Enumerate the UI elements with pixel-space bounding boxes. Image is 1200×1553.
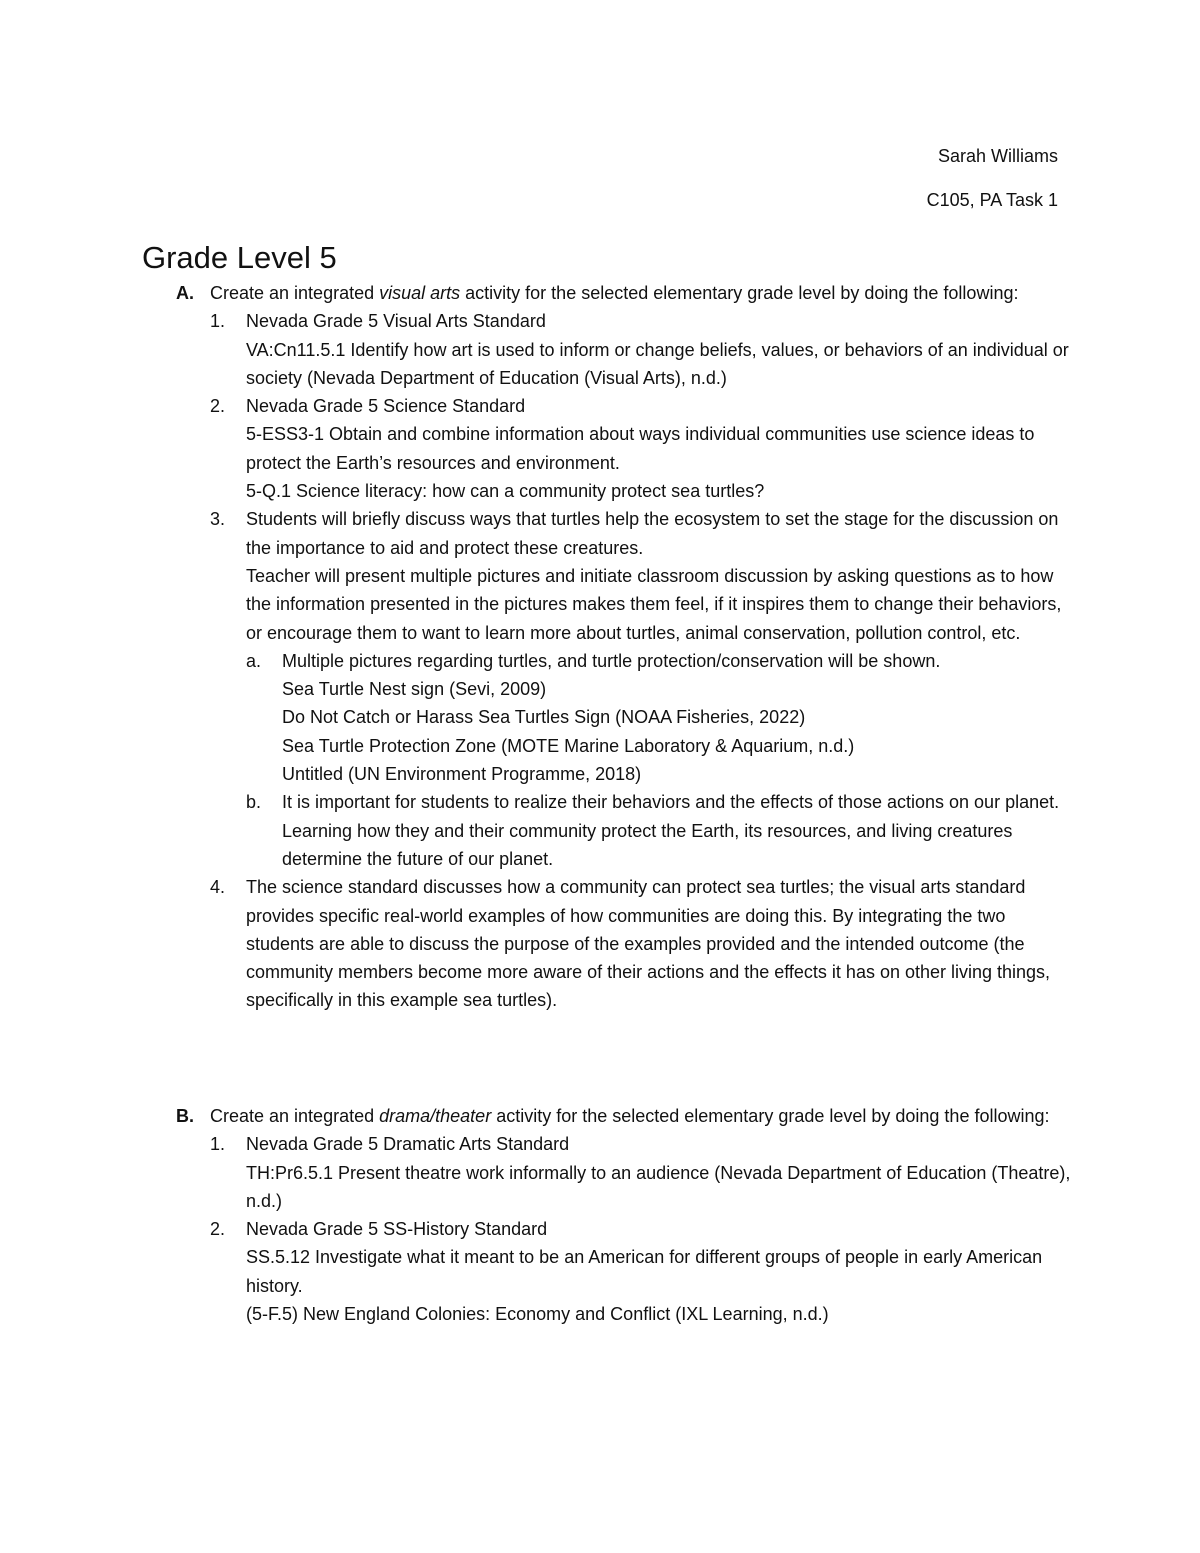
item-text: 5-ESS3-1 Obtain and combine information about ways individual communities use science ideas to protect the Earth’s resources and environment.	[246, 424, 1035, 473]
sub-item: b. It is important for students to realize their behaviors and the effects of those actions on our planet. Learning how they and their community protect the Earth, its resources, and living creatures determine the future of our planet.	[246, 788, 1072, 873]
item-text: Students will briefly discuss ways that turtles help the ecosystem to set the stage for the discussion on the importance to aid and protect these creatures.	[246, 509, 1059, 558]
picture-citation: Do Not Catch or Harass Sea Turtles Sign (NOAA Fisheries, 2022)	[282, 707, 806, 728]
list-item: 4. The science standard discusses how a community can protect sea turtles; the visual arts standard provides specific real-world examples of how communities are doing this. By integrating the two students are able to discuss the purpose of the examples provided and the intended outcome (the community members become more aware of their actions and the effects it has on other living things, specifically in this example sea turtles).	[210, 873, 1072, 1014]
item-text: 5-Q.1 Science literacy: how can a community protect sea turtles?	[246, 481, 765, 502]
item-heading: Nevada Grade 5 Dramatic Arts Standard	[246, 1134, 570, 1155]
sub-item-text: It is important for students to realize their behaviors and the effects of those actions on our planet. Learning how they and their community protect the Earth, its resources, and living creatures determine the future of our planet.	[282, 792, 1060, 869]
list-item: 2. Nevada Grade 5 Science Standard 5-ESS3-1 Obtain and combine information about ways individual communities use science ideas to protect the Earth’s resources and environment. 5-Q.1 Science literacy: how can a community protect sea turtles?	[210, 392, 1072, 505]
picture-citation: Sea Turtle Protection Zone (MOTE Marine Laboratory & Aquarium, n.d.)	[282, 735, 855, 756]
sub-item-text: Multiple pictures regarding turtles, and turtle protection/conservation will be shown.	[282, 650, 941, 671]
list-item: 3. Students will briefly discuss ways that turtles help the ecosystem to set the stage for the discussion on the importance to aid and protect these creatures. Teacher will present multiple pictures and initiate classroom discussion by asking questions as to how the information presented in the pictures makes them feel, if it inspires them to change their behaviors, or encourage them to want to learn more about turtles, animal conservation, pollution control, etc. a. Multiple pictures regarding turtles, and turtle protection/conservation will be shown. Sea Turtle Nest sign (Sevi, 2009) Do Not Catch or Harass Sea Turtles Sign (NOAA Fisheries, 2022) Sea Turtle Protection Zone (MOTE Marine Laboratory & Aquarium, n.d.) Untitled (UN Environment Programme, 2018) b. It is important for students to realize their behaviors and the effects of those actions on our planet. Learning how they and their community protect the Earth, its resources, and living creatures determine the future of our planet.	[210, 505, 1072, 873]
item-text: Teacher will present multiple pictures and initiate classroom discussion by asking questions as to how the information presented in the pictures makes them feel, if it inspires them to change their behaviors, or encourage them to want to learn more about turtles, animal conservation, pollution control, etc.	[246, 565, 1062, 643]
sub-item: a. Multiple pictures regarding turtles, and turtle protection/conservation will be shown. Sea Turtle Nest sign (Sevi, 2009) Do Not Catch or Harass Sea Turtles Sign (NOAA Fisheries, 2022) Sea Turtle Protection Zone (MOTE Marine Laboratory & Aquarium, n.d.) Untitled (UN Environment Programme, 2018)	[246, 647, 1072, 788]
section-letter: B.	[176, 1106, 194, 1126]
picture-citation: Untitled (UN Environment Programme, 2018)	[282, 764, 642, 785]
item-heading: Nevada Grade 5 SS-History Standard	[246, 1219, 548, 1240]
section-b	[142, 1102, 1072, 1328]
numbered-list	[210, 307, 1072, 1014]
item-text: The science standard discusses how a community can protect sea turtles; the visual arts standard provides specific real-world examples of how communities are doing this. By integrating the two students are able to discuss the purpose of the examples provided and the intended outcome (the community members become more aware of their actions and the effects it has on other living things, specifically in this example sea turtles).	[246, 877, 1051, 1011]
item-text: TH:Pr6.5.1 Present theatre work informally to an audience (Nevada Department of Education (Theatre), n.d.)	[246, 1162, 1071, 1211]
item-heading: Nevada Grade 5 Visual Arts Standard	[246, 311, 546, 332]
item-text: (5-F.5) New England Colonies: Economy and Conflict (IXL Learning, n.d.)	[246, 1304, 829, 1325]
numbered-list	[210, 1130, 1072, 1328]
list-item: 1. Nevada Grade 5 Visual Arts Standard VA:Cn11.5.1 Identify how art is used to inform or change beliefs, values, or behaviors of an individual or society (Nevada Department of Education (Visual Arts), n.d.)	[210, 307, 1072, 392]
section-intro: Create an integrated drama/theater activity for the selected elementary grade level by doing the following:	[210, 1106, 1050, 1126]
section-emphasis: drama/theater	[379, 1106, 492, 1126]
picture-citation: Sea Turtle Nest sign (Sevi, 2009)	[282, 679, 547, 700]
document-title: Grade Level 5	[142, 240, 337, 275]
section-a	[142, 279, 1072, 1015]
item-heading: Nevada Grade 5 Science Standard	[246, 396, 526, 417]
section-intro: Create an integrated visual arts activity for the selected elementary grade level by doing the following:	[210, 283, 1019, 303]
item-text: VA:Cn11.5.1 Identify how art is used to inform or change beliefs, values, or behaviors of an individual or society (Nevada Department of Education (Visual Arts), n.d.)	[246, 339, 1069, 388]
list-item: 2. Nevada Grade 5 SS-History Standard SS.5.12 Investigate what it meant to be an American for different groups of people in early American history. (5-F.5) New England Colonies: Economy and Conflict (IXL Learning, n.d.)	[210, 1215, 1072, 1328]
list-item: 1. Nevada Grade 5 Dramatic Arts Standard TH:Pr6.5.1 Present theatre work informally to an audience (Nevada Department of Education (Theatre), n.d.)	[210, 1130, 1072, 1215]
section-emphasis: visual arts	[379, 283, 461, 303]
course-label: C105, PA Task 1	[926, 190, 1058, 210]
section-letter: A.	[176, 283, 194, 303]
item-text: SS.5.12 Investigate what it meant to be an American for different groups of people in early American history.	[246, 1247, 1043, 1296]
author-name: Sarah Williams	[937, 146, 1058, 166]
